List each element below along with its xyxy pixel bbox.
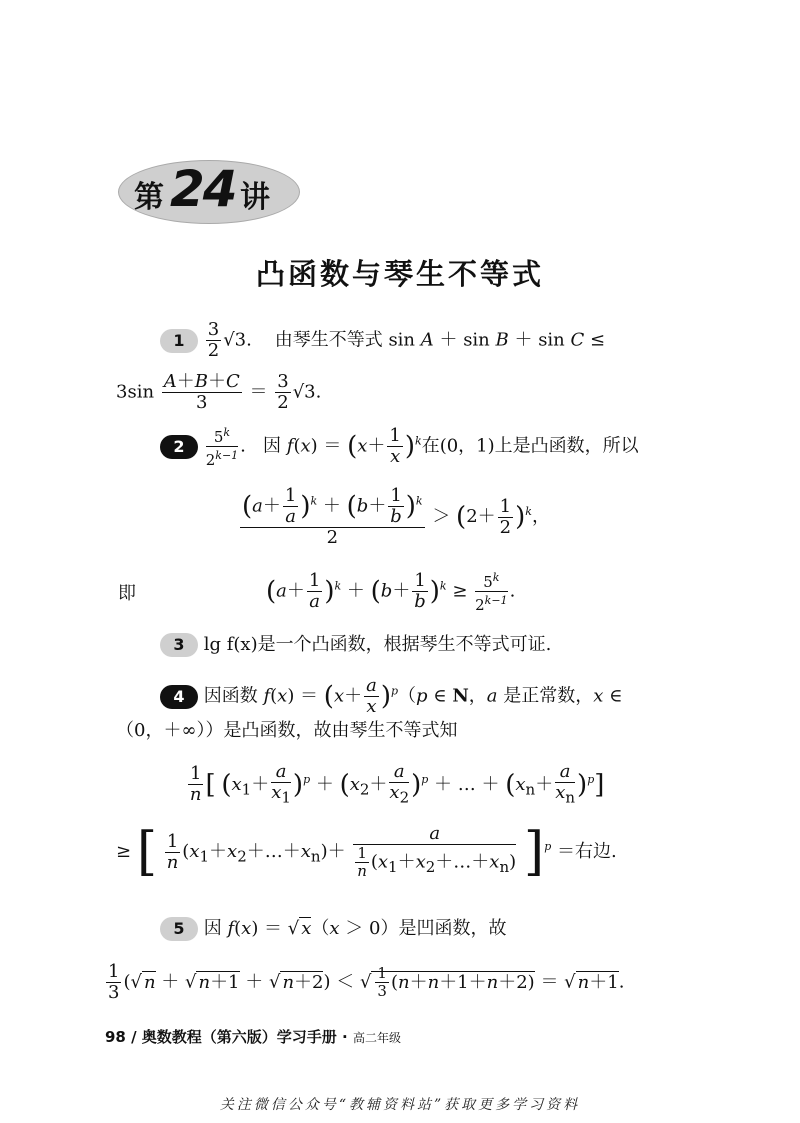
ji-label: 即 [118,583,136,604]
lecture-number: 24 [170,160,236,218]
page-footer [105,1026,401,1047]
grade-label: 高二年级 [352,1031,401,1045]
problem-1-line1: 1 $\frac{3}{2}$ √3. 由琴生不等式 sin A ＋ sin B ＋ sin C ≤ [160,320,605,361]
problem-1-line2: 3sin $\frac{A+B+C}{3}$ ＝ $\frac{3}{2}$ √3. [116,371,322,413]
problem-4-tail: ＝右边. [556,841,617,862]
page-title: 凸函数与琴生不等式 [255,257,544,291]
problem-number-badge: 1 [160,329,198,353]
page-number: 98 [105,1028,126,1046]
problem-2-line1: 2 $\frac{5^k}{2^{k-1}}$ . 因 f(x) ＝ (x＋ $\frac{1}{x}$ )$^k$在(0，1)上是凸函数，所以 [160,424,639,469]
problem-4-bound: ≥ [ $\frac{1}{n}$ $(x_1+x_2+\dots+x_n)+$ a $\frac{1}{n}$ $(x_1+x_2+\dots+x_n)$ ]$^p$ ＝右边. [116,822,617,882]
problem-5-line1: 5 因 f(x) ＝ √ x（x ＞ 0）是凹函数，故 [160,914,506,944]
lecture-prefix: 第 [134,180,164,215]
watermark: 关注微信公众号“教辅资料站”获取更多学习资料 [219,1097,581,1113]
lecture-suffix: 讲 [240,180,270,215]
problem-number-badge: 4 [160,685,198,709]
problem-4-sum: $\frac{1}{n}$ [ ($x_1+$ $\frac{a}{x_1}$ )$^p + (x_2+$ $\frac{a}{x_2}$ )$^p$ ＋ … ＋ ($x_n+$ $\frac{a}{x_n}$ )$^p$] [189,761,605,807]
problem-2-inequality: (a＋ $\frac{1}{a}$ )$^k$ ＋ (b＋ $\frac{1}{b}$ )$^k$ 2 ＞ (2＋ $\frac{1}{2}$ )$^k$， [242,485,550,548]
problem-3-line [160,630,551,660]
problem-number-badge: 2 [160,435,198,459]
problem-number-badge: 5 [160,917,198,941]
problem-number-badge: 3 [160,633,198,657]
problem-4-line1: 4 因函数 f(x) ＝ (x＋ $\frac{a}{x}$ )$^p$（p ∈ N，a 是正常数，x ∈ [160,676,622,717]
problem-3-text: lg f(x)是一个凸函数，根据琴生不等式可证. [203,634,552,655]
problem-5-result: $\frac{1}{3}$ (√ n ＋ √ n＋1 ＋ √ n＋2) ＜ √ $\frac{1}{3}$ (n＋n＋1＋n＋2) ＝ √ n＋1. [108,961,625,1003]
problem-2-result: (a＋ $\frac{1}{a}$ )$^k$ ＋ (b＋ $\frac{1}{b}$ )$^k$ ≥ $\frac{5^k}{2^{k-1}}$ . [266,570,516,614]
problem-4-line2: （0，＋∞））是凸函数，故由琴生不等式知 [116,720,458,741]
book-title: / 奥数教程（第六版）学习手册 · [131,1028,348,1046]
